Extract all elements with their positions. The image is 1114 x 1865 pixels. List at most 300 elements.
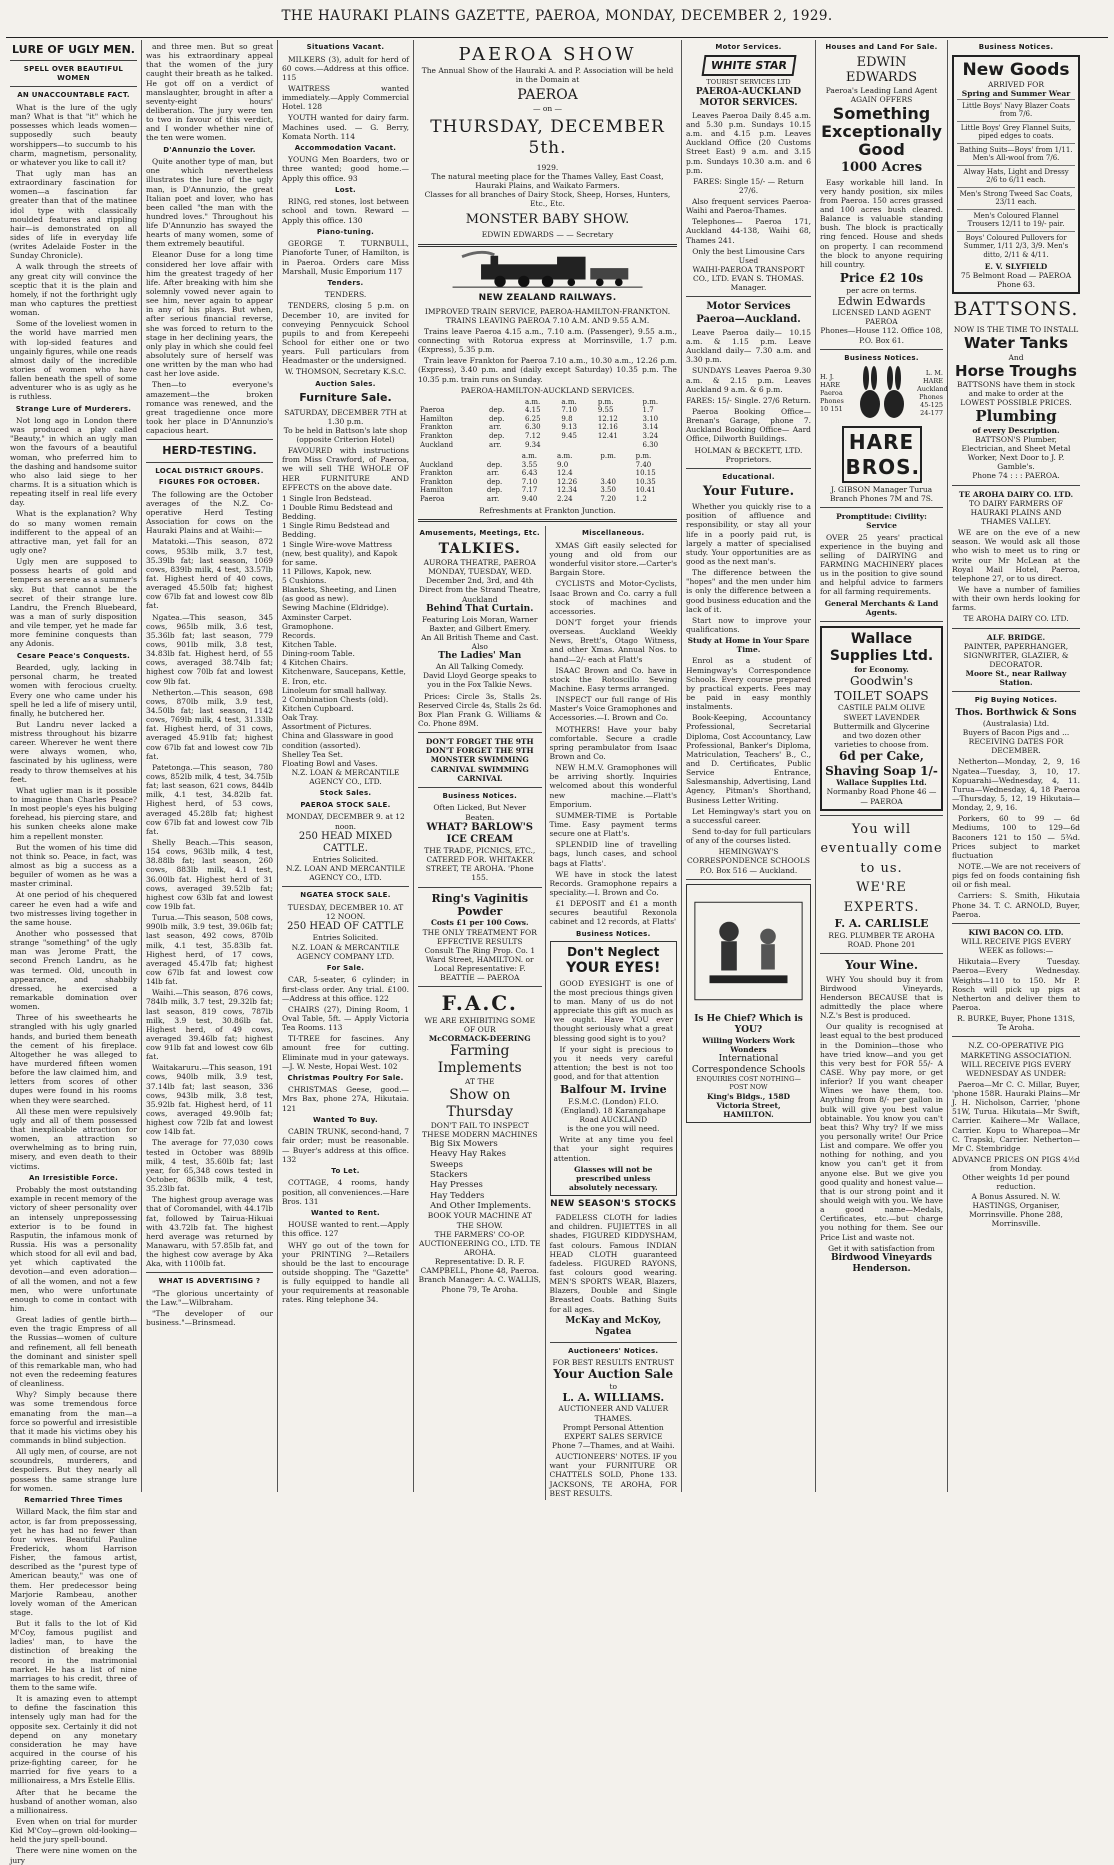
wallace-ad [820,626,943,811]
section-heading: Wanted to Rent. [311,1208,380,1217]
eyes-name: Balfour M. Irvine [559,1083,667,1097]
wallace-sig: Wallace Supplies Ltd. [836,778,927,788]
furniture-item: Blankets, Sheeting, and Linen (as good as new). [282,585,397,604]
ice-cream-text: THE TRADE, PICNICS, ETC., CATERED FOR. WHITAKER STREET, TE AROHA. 'Phone 155. [424,846,536,883]
classified-ad: YOUTH wanted for dairy farm. Machines used. — G. Berry, Komata North. 114 [282,113,409,141]
timetable-cell: dep. [486,477,503,486]
white-star-text: Only the best Limousine Cars Used [692,246,805,265]
timetable-cell: 3.14 [642,423,659,432]
timetable-cell: 12.41 [597,431,618,440]
column-business-notices [948,40,1084,1492]
fac-item: Heavy Hay Rakes [430,1149,507,1160]
section-heading: Amusements, Meetings, Etc. [419,529,540,538]
furniture-item: China and Glassware in good condition (assorted). [282,731,394,750]
timetable-cell: 9.13 [561,423,578,432]
ring-contact: Consult The Ring Prop. Co. 1 Ward Street, HAMILTON. or Local Representative: F. BEATTIE — PAEROA [424,945,536,983]
thos-sub: (Australasia) Ltd. [982,718,1050,728]
timetable-cell: 12.34 [557,486,578,495]
wallace-address: Normanby Road Phone 46 — — PAEROA [826,787,937,806]
timetable-row [418,398,677,407]
battsons-plumbing: Plumbing [975,407,1057,426]
section-heading: Accommodation Vacant. [294,143,397,152]
auction-role: AUCTIONEER AND VALUER THAMES. [558,1404,669,1423]
fac-text: WE ARE EXHIBITING SOME OF OUR [424,1015,536,1034]
nzc-text: ADVANCE PRICES ON PIGS 4½d from Monday. [952,1155,1080,1174]
show-on: — on — [532,104,563,114]
new-stocks-title: NEW SEASON'S STOCKS [550,1199,677,1210]
timetable-cell: 7.10 [561,406,578,415]
railways-title: NEW ZEALAND RAILWAYS. [478,292,617,303]
nzc-text: Other weights 1d per pound reduction. [962,1173,1070,1192]
show-text: Classes for all branches of Dairy Stock, Sheep, Horses, Hunters, Etc., Etc. [424,190,671,209]
tad-text: WE are on the eve of a new season. We would ask all those who wish to meet us to ring or write our Mr McLean at the Royal Mail Hotel, Paeroa, telephone 27, or to us direct. [952,528,1080,583]
article-paragraph: But it falls to the lot of Kid M'Coy, famous pugilist and ladies' man, to have the distinction of breaking the record in the matrimonial market. He has a list of nine marriages to his credit, three of them to the same wife. [10,1619,137,1693]
signature: W. THOMSON, Secretary K.S.C. [284,367,407,377]
herd-paragraph: The average for 77,030 cows tested in October was 889lb milk, 4 test, 35.60lb fat; last year, for 65,348 cows tested in October, 863lb milk, 4 test, 35.23lb fat. [146,1138,273,1194]
section-heading: Business Notices. [844,353,919,362]
misc-ad: £1 DEPOSIT and £1 a month secures beautiful Rexonola cabinet and 12 records, at Flatts' [549,899,677,927]
eyes-note: Glasses will not be prescribed unless absolutely necessary. [568,1164,658,1192]
section-heading: Situations Vacant. [306,43,385,51]
new-goods-item: Boys' Coloured Pullovers for Summer, 1/11 2/3, 3/9. Men's ditto, 2/11 & 4/11. [957,231,1075,262]
timetable-cell: 10.41 [635,486,656,495]
timetable-row [418,406,677,415]
timetable-cell: 3.55 [521,460,538,469]
rec-text: Porkers, 60 to 99 — 6d Mediums, 100 to 129—6d Baconers 121 to 150 — 5¾d. Prices subject to market fluctuation [952,814,1080,860]
promp-title: Promptitude: Civility: Service [836,512,927,531]
columns [6,40,1108,1865]
classified-ad: CABIN TRUNK, second-hand, 7 fair order; must be reasonable. — Buyer's address at this office. 132 [282,1127,409,1164]
article-paragraph: Three of his sweethearts he strangled with his ugly gnarled hands, and buried them beneath the cement of his fireplace. Altogether he was alleged to have murdered fifteen women before the law claimed him, and letters from scores of other dupes were found in his rooms when they were searched. [10,1013,137,1105]
new-goods-address: 75 Belmont Road — PAEROA Phone 63. [960,270,1072,289]
timetable-cell [596,441,641,450]
timetable-cell: 12.12 [597,414,618,423]
white-star-sig: WAIHI-PAEROA TRANSPORT CO., LTD. EVAN S. THOMAS. Manager. [692,265,805,293]
hcs-sig: HEMINGWAY'S CORRESPONDENCE SCHOOLS P.O. Box 516 — Auckland. [686,847,811,875]
ics-tagline: Willing Workers Work Wonders [702,1035,795,1054]
section-heading: Business Notices. [575,929,651,938]
article-subheading: Remarried Three Times [24,1495,123,1504]
hare-logo: HARE BROS. [842,426,922,483]
timetable-cell: 9.40 [521,494,538,503]
timetable-cell: arr. [489,423,502,432]
timetable-cell: 3.24 [642,431,659,440]
fac-item: Big Six Mowers [430,1138,498,1149]
battsons-troughs: Horse Troughs [955,361,1077,380]
section-heading: Auctioneers' Notices. [568,1346,659,1355]
article-subheading: Cesare Peace's Conquests. [16,651,131,660]
fac-list [418,1139,542,1212]
railways-note: Refreshments at Frankton Junction. [479,506,616,516]
locomotive-icon [431,251,664,289]
herd-testing-subtitle: LOCAL DISTRICT GROUPS. [155,466,264,475]
nzc-title: N.Z. CO-OPERATIVE PIG MARKETING ASSOCIATION. WILL RECEIVE PIGS EVERY WEDNESDAY AS UNDER: [960,1041,1072,1078]
misc-column [550,526,677,1499]
talkies-bill: An All British Theme and Cast. Also [421,632,539,652]
tenders-title: TENDERS. [324,290,367,300]
rec-text: Carriers: S. Smith, Hikutaia Phone 34. T. C. ARNOLD, Buyer, Paeroa. [952,891,1080,919]
timetable-cell: 10.15 [635,469,656,478]
ring-cost: Costs £1 per 100 Cows. [430,918,529,928]
wine-text: WHY You should buy it from Birdwood Vineyards, Henderson BECAUSE that is admittedly the place where N.Z.'s Best is produced. [820,974,943,1021]
alf-text: PAINTER, PAPERHANGER, SIGNWRITER, GLAZIER, & DECORATOR. [963,641,1069,669]
auction-name: L. A. WILLIAMS. [562,1391,665,1405]
fac-rep: Representative: D. R. F. CAMPBELL, Phone 48, Paeroa. [420,1257,540,1276]
timetable-row [418,441,677,450]
ee-title: EDWIN EDWARDS [845,54,918,86]
new-goods-title: New Goods [962,59,1070,80]
timetable-cell [559,441,595,450]
timetable-row [418,423,677,432]
stock-sale-date: TUESDAY, DECEMBER 10. AT 12 NOON. [287,902,404,922]
timetable-row [418,495,677,504]
battsons-text: BATTSONS have them in stock and make to order at the LOWEST POSSIBLE PRICES. [957,379,1075,408]
misc-ad: DON'T forget your friends overseas. Auckland Weekly News, Brett's, Otago Witness, and other Xmas. Annual Nos. to hand—2/- each at Flatt's [549,618,677,664]
furniture-item: Kitchenware, Saucepans, Kettle, E. Iron, etc. [282,667,406,686]
show-text: The natural meeting place for the Thames Valley, East Coast, Hauraki Plains, and Waikato Farmers. [431,172,664,191]
classified-ad: RING, red stones, lost between school and town. Reward — Apply this office. 130 [282,197,409,225]
ice-cream-title: WHAT? BARLOW'S ICE CREAM [426,821,533,845]
signature: N.Z. LOAN & MERCANTILE AGENCY COMPANY LTD. [291,942,400,961]
section-heading: Stock Sales. [319,789,372,798]
timetable-cell: Frankton [420,469,453,478]
auction-title: Your Auction Sale [553,1367,674,1382]
timetable-cell: 12.26 [557,477,578,486]
classified-ad: COTTAGE, 4 rooms, handy position, all conveniences.—Hare Bros. 131 [282,1178,409,1206]
classified-ad: YOUNG Men Boarders, two or three wanted; good home.—Apply this office. 93 [282,155,409,183]
section-heading: Motor Services. [715,43,782,51]
timetable-cell: 9.45 [561,431,578,440]
fac-farming: Farming Implements [437,1043,522,1077]
article-paragraph: But the women of his time did not think so. Peace, in fact, was almost as big a success as a beguiler of women as he was a master criminal. [10,842,137,889]
column-2 [142,40,278,1492]
classified-ad: WHY go out of the town for your PRINTING ?—Retailers should be the last to encourage outside shopping. The "Gazette" is fully equipped to handle all your requirements at reasonable rates. Ring telephone 34. [282,1240,409,1305]
timetable-cell: Paeroa [420,406,445,415]
hare-icon [850,366,914,422]
promp-text: OVER 25 years' practical experience in the buying and selling of DAIRYING and FARMING MACHINERY places us in the position to give sound and helpful advice to farmers for all farming requirements. [820,532,943,597]
article-paragraph: and three men. But so great was his extraordinary appeal that the women of the jury caught their breath as he talked. He got off on a verdict of manslaughter, brought in after a seventy-eight hours' deliberation. The jury were ten to two in favour of this verdict, and I wonder whether nine of the ten were women. [146,42,273,143]
new-goods-item: Little Boys' Grey Flannel Suits, piped edges to coats. [957,121,1075,143]
stock-sale-title: PAEROA STOCK SALE. [300,800,391,809]
furniture-item: Kitchen Cupboard. [282,704,354,714]
hare-manager: J. GIBSON Manager Turua Branch Phones 7M and 7S. [829,485,934,504]
carlisle-name: F. A. CARLISLE [834,917,929,931]
article-paragraph: Even when on trial for murder Kid M'Coy—grown old-looking—held the jury spell-bound. [10,1817,137,1845]
classified-ad: GEORGE T. TURNBULL, Pianoforte Tuner, of Hamilton, is in Paeroa. Orders care Miss Marshall, Music Emporium 117 [282,239,409,276]
fac-item: And Other Implements. [430,1201,532,1212]
tad-title: TE AROHA DAIRY CO. LTD. [958,489,1074,499]
herd-paragraph: Shelly Beach.—This season, 154 cows, 963lb milk, 4 test, 38.88lb fat; last season, 260 cows, 883lb milk, 4.1 test, 36.00lb fat. Highest herd of 31 cows, averaged 39.52lb fat; highest cow 63lb fat and lowest cow 19lb fat. [146,837,273,911]
timetable-cell: 1.7 [642,406,654,415]
herd-paragraph: The following are the October averages of the N.Z. Co-operative Herd Testing Association for cows on the Hauraki Plains and at Waihi:— [146,489,273,536]
article-paragraph: At one period of his chequered career he even had a wife and two mistresses living together in the same house. [10,890,137,927]
timetable-row [418,486,677,495]
hcs-text: Let Hemingway's start you on a successful career. [686,806,811,825]
timetable-cell: dep. [486,460,503,469]
kiwi-title: KIWI BACON CO. LTD. [968,927,1064,937]
timetable-cell [487,398,523,407]
column-1 [6,40,142,1865]
timetable-cell: 9.34 [525,440,541,449]
section-heading: Lost. [335,185,356,194]
gm-title: General Merchants & Land Agents. [824,598,939,617]
section-heading: Wanted To Buy. [313,1115,378,1124]
auction-attn: Prompt Personal Attention [562,1422,664,1432]
furniture-item: Axminster Carpet. [282,612,352,622]
ee-acres: 1000 Acres [840,159,923,175]
timetable-cell: Auckland [420,440,454,449]
timetable-cell: Frankton [420,423,453,432]
herd-testing-title: HERD-TESTING. [162,444,257,458]
fac-item: Sweeps [430,1159,463,1170]
timetable-cell: arr. [486,494,500,503]
white-star-text: Also frequent services Paeroa-Waihi and Paeroa-Thames. [686,197,811,216]
tad-sig: TE AROHA DAIRY CO. LTD. [963,614,1069,624]
hare-right: L. M. HARE Auckland Phones 45-125 24-177 [917,369,948,418]
article-paragraph: Probably the most outstanding example in recent memory of the victory of sheer personality over an intensely unprepossessing exterior is to be found in Rasputin, the infamous monk of Russia. His was a personality which stood for all evil and bad, yet which captivated the devotion—and even adoration—of all the women, and not a few men, who were unfortunate enough to come in contact with him. [10,1185,137,1314]
ee-name: Edwin Edwards [837,294,926,308]
wallace-title: Wallace Supplies Ltd. [829,630,934,664]
furniture-item: 11 Pillows, Kapok, new. [282,566,372,576]
talkies-prices: Prices: Circle 3s, Stalls 2s. Reserved Circle 4s, Stalls 2s 6d. Box Plan Frank G. Williams & Co. Phone 89M. [418,691,542,729]
ics-address: King's Bldgs., 158D Victoria Street, HAMILTON. [706,1091,791,1119]
timetable-cell [485,452,520,461]
ee-desc: Easy workable hill land. In very handy position, six miles from Paeroa. 150 acres grassed and 100 acres bush cleared. Balance is valuable standing bush. The block is practically ring fenced. House and sheds on property. I can recommend the block to anyone requiring hill country. [820,177,943,269]
furniture-item: Sewing Machine (Eldridge). [282,603,389,613]
new-stocks-sig: McKay and McKoy, Ngatea [565,1315,662,1337]
ee-text: Paeroa's Leading Land Agent AGAIN OFFERS [825,86,938,105]
rec-text: Netherton—Monday, 2, 9, 16 Ngatea—Tuesday, 3, 10, 17. Kopuarahi—Wednesday, 4, 11. Turua—Wednesday, 4, 18 Paeroa—Thursday, 5, 12, 19 Hikutaia—Monday, 2, 9, 16. [952,757,1080,813]
herd-paragraph: The highest group average was that of Coromandel, with 44.17lb fat, followed by Tairua-Hikuai with 43.72lb fat. The highest herd average was returned by Manawaru, with 57.85lb fat, and the highest cow average by Aka Aka, with 1100lb fat. [146,1195,273,1269]
furniture-item: 2 Combination Chests (old). [282,694,389,704]
ics-ad [686,884,811,1123]
article-paragraph: Why? Simply because there was some tremendous force emanating from the man—a force so powerful and irresistible that it made his victims obey his commands in blind subjection. [10,1390,137,1445]
stock-sale-date: MONDAY, DECEMBER 9. at 12 noon. [286,812,405,831]
timetable-cell: a.m. [557,452,573,461]
ee-role: LICENSED LAND AGENT PAEROA [832,308,931,327]
wine-text: Get it with satisfaction from [828,1243,935,1253]
eyes-text: GOOD EYESIGHT is one of the most precious things given to man. Many of us do not appreciate this gift as much as we ought. Have YOU ever thought seriously what a great blessing good sight is to you? [553,978,673,1043]
auction-notes: AUCTIONEERS' NOTES. IF you want your FURNITURE OR CHATTELS SOLD, Phone 133. JACKSONS, TE AROHA, FOR BEST RESULTS. [549,1452,677,1498]
timetable-cell: 9.55 [597,406,614,415]
column-houses-land [816,40,948,1492]
furniture-list [282,494,409,768]
nzc-text: Paeroa—Mr C. C. Millar, Buyer, 'phone 158R. Hauraki Plains—Mr J. H. Nicholson, Carrier, 'phone 51W, Turua. Hikutaia—Mr Swift, Carrier. Kaihere—Mr Wallace, Carrier. Kopu to Wharepoa—Mr C. Trapski, Carrier. Netherton—Mr C. Stembridge [952,1079,1080,1153]
timetable-cell: 9.8 [561,414,573,423]
timetable-cell: Frankton [420,431,453,440]
ee-exceptional: Something Exceptionally Good [821,103,942,160]
thos-text: Buyers of Bacon Pigs and ... [962,728,1070,737]
timetable-cell: 3.50 [600,486,616,495]
talkies-film-desc: An All Talking Comedy. [435,662,524,672]
timetable-down [418,398,677,449]
auction-to: to [609,1381,618,1391]
wallace-varieties: CASTILE PALM OLIVE SWEET LAVENDER Buttermilk and Glycerine [833,703,930,731]
timetable-row [418,478,677,487]
misc-ad: XMAS Gift easily selected for young and old from our wonderful visitor store.—Carter's Bargain Store. [549,540,677,578]
workers-illustration-icon [690,891,807,1011]
classified-ad: WAITRESS wanted immediately.—Apply Commercial Hotel. 128 [282,83,409,112]
eyes-title-2: YOUR EYES! [566,959,661,976]
article-paragraph: Bearded, ugly, lacking in personal charm, he treated women with ferocious cruelty. Every one who came under his spell he led a life of misery until, finally, he butchered her. [10,663,137,718]
fac-brand: McCORMACK-DEERING [428,1034,531,1044]
hcs-text: The difference between the "hopes" and the men under him is only the difference between a good business education and the lack of it. [686,568,811,614]
auction-text: FOR BEST RESULTS ENTRUST [552,1358,675,1368]
ics-title: Is He Chief? Which is YOU? [694,1013,803,1035]
herd-paragraph: Ngatea.—This season, 345 cows, 965lb milk, 3.6 test, 35.36lb fat; last season, 779 cows, 901lb milk, 3.8 test, 34.83lb fat. Highest herd, of 55 cows, averaged 38.74lb fat; highest cow 70lb fat and lowest cow 9lb fat. [146,612,273,686]
wallace-soaps: Goodwin's TOILET SOAPS [834,674,929,703]
advertising-title: WHAT IS ADVERTISING ? [158,1277,261,1286]
timetable-cell: dep. [489,406,505,415]
timetable-row [418,469,677,478]
timetable-cell: 6.30 [642,440,659,449]
fac-manager: Branch Manager: A. C. WALLIS, Phone 79, Te Aroha. [418,1275,541,1294]
article-subheading: An Irresistible Force. [28,1173,119,1182]
hcs-text: Start now to improve your qualifications. [686,615,811,635]
white-star-text: Telephones— Paeroa 171, Auckland 44-138, Waihi 68, Thames 241. [686,217,811,245]
battsons-text: BATTSON'S Plumber, Electrician, and Sheet Metal Worker, Next Door to J. P. Gamble's. [961,434,1071,472]
battsons-phone: Phone 74 : : : PAEROA. [972,471,1060,481]
furniture-item: Dining-room Table. [282,649,355,659]
masthead: THE HAURAKI PLAINS GAZETTE, PAEROA, MONDAY, DECEMBER 2, 1929. [6,8,1108,38]
column-motor-services [682,40,816,1492]
classified-ad: CAR, 5-seater, 6 cylinder; in first-class order. Any trial. £100.—Address at this office. 122 [282,975,409,1003]
talkies-from: Direct from the Strand Theatre, Auckland [419,585,541,604]
thos-title: Thos. Borthwick & Sons [955,707,1077,718]
timetable-cell: 7.12 [525,431,541,440]
misc-ad: SPLENDID line of travelling bags, lunch cases, and school bags at Flatts'. [549,840,677,868]
white-star-fares: FARES: Single 15/- — Return 27/6. [693,176,804,195]
eyes-text: Write at any time you feel that your sight requires attention. [553,1135,673,1163]
timetable-cell: 7.17 [521,486,538,495]
furniture-item: Floating Bowl and Vases. [282,758,378,768]
timetable-cell [418,398,487,407]
ice-cream-tagline: Often Licked, But Never Beaten. [433,803,527,822]
article-paragraph: After that he became the husband of another woman, also a millionairess. [10,1787,137,1815]
timetable-up [418,452,677,503]
timetable-cell: p.m. [642,397,659,406]
wine-title: Your Wine. [844,957,919,972]
article-paragraph: Ugly men are supposed to possess hearts of gold and tempers as serene as a summer's sky. But that cannot be the secret of their strange lure. Landru, the French Bluebeard, was a man of surly disposition and vile temper, yet he made far more feminine conquests than any Adonis. [10,557,137,649]
timetable-cell: p.m. [635,452,652,461]
fac-title: F.A.C. [441,991,518,1016]
article-paragraph: But Landru never lacked a mistress throughout his bizarre career. Wherever he went there were always women, who, fascinated by his ugliness, were ready to throw themselves at his feet. [10,719,137,784]
fac-item: Hay Tedders [430,1190,485,1201]
furniture-sale-text: FAVOURED with instructions from Miss Crawford, of Paeroa, we will sell THE WHOLE OF HER FURNITURE AND EFFECTS on the above date. [282,446,409,492]
new-goods-item: Men's Strong Tweed Sac Coats, 23/11 each. [957,187,1075,209]
carnival-ad: DON'T FORGET THE 9TH DON'T FORGET THE 9TH MONSTER SWIMMING CARNIVAL SWIMMING CARNIVAL [425,737,534,783]
article-subtitle: SPELL OVER BEAUTIFUL WOMEN [23,65,124,82]
alf-title: ALF. BRIDGE. [986,632,1046,642]
herd-testing-subtitle: FIGURES FOR OCTOBER. [158,478,261,487]
ward-text: SUNDAYS Leaves Paeroa 9.30 a.m. & 2.15 p.m. Leaves Auckland 9 a.m. & 6 p.m. [686,366,811,394]
railways-text: Train leave Frankton for Paeroa 7.10 a.m., 10.30 a.m., 12.26 p.m. (Express), 3.40 p.m. and (daily except Saturday) 10.35 p.m. The 10.35 p.m. train runs on Sunday. [418,356,677,384]
section-heading: Miscellaneous. [582,529,645,538]
timetable-cell: dep. [489,431,505,440]
misc-ad: SUMMER-TIME is Portable Time. Easy payment terms secure one at Flatt's. [549,810,677,839]
carlisle-text: REG. PLUMBER TE AROHA ROAD. Phone 201 [828,930,935,949]
show-secretary: EDWIN EDWARDS — — Secretary [481,230,614,240]
fac-company: THE FARMERS' CO-OP. AUCTIONEERING CO., LTD. TE AROHA. [418,1229,541,1258]
article-paragraph: It is amazing even to attempt to define the fascination this intensely ugly man had for the opposite sex. Certainly it did not depend on any monetary consideration he may have acquired in the course of his prize-fighting career, for he married for five years to a millionairess, a Mrs Estelle Ellis. [10,1694,137,1786]
ics-enquiry: ENQUIRIES COST NOTHING—POST NOW [696,1074,801,1091]
wine-sig: Birdwood Vineyards Henderson. [831,1252,932,1274]
new-goods-list [957,99,1075,262]
section-heading: For Sale. [326,963,365,972]
wallace-more: and two dozen other varieties to choose from. [834,730,929,749]
talkies-film: Behind That Curtain. [426,603,534,614]
new-goods-arrived: ARRIVED FOR [988,80,1044,90]
eyes-title: Don't Neglect [567,945,660,960]
herd-paragraph: Netherton.—This season, 698 cows, 870lb milk, 3.9 test, 34.50lb fat; last season, 1142 cows, 769lb milk, 4 test, 31.33lb fat. Highest herd, of 31 cows, averaged 45.91lb fat; highest cow 67lb fat and lowest cow 7lb fat. [146,687,273,761]
furniture-item: Gramophone. [282,621,334,631]
ward-fares: FARES: 15/- Single. 27/6 Return. [686,395,811,405]
timetable-cell [418,452,485,461]
show-intro: The Annual Show of the Hauraki A. and P. Association will be held in the Domain at [421,65,674,85]
battsons-desc: of every Description. [972,425,1060,435]
timetable-cell: 4.15 [525,406,541,415]
hcs-text: Enrol as a student of Hemingway's Correspondence Schools. Every course prepared by practical experts. Fees may be paid in easy monthly instalments. [686,656,811,712]
battsons-text: NOW IS THE TIME TO INSTALL [953,325,1079,335]
column-3-classifieds [278,40,414,1492]
ward-title: Motor Services Paeroa—Auckland. [696,301,801,325]
battsons-title: BATTSONS. [953,297,1079,320]
article-paragraph: Willard Mack, the film star and actor, is far from prepossessing, yet he has had no fewer than four wives. Beautiful Pauline Frederick, whom Harrison Fisher, the famous artist, described as the "purest type of American beauty," was one of them. Her predecessor being Marjorie Rambeau, another lovely woman of the American stage. [10,1507,137,1617]
timetable-cell: 6.30 [525,423,541,432]
timetable-cell: 2.24 [557,494,573,503]
timetable-cell: 12.16 [597,423,618,432]
hare-ad [820,366,948,422]
fac-item: Hay Presses [430,1180,483,1191]
timetable-cell: 6.43 [521,469,538,478]
herd-paragraph: Matatoki.—This season, 872 cows, 953lb milk, 3.7 test, 35.39lb fat; last season, 1069 cows, 839lb milk, 4 test, 33.57lb fat. Highest herd of 40 cows, averaged 45.50lb fat; highest cow 67lb fat and lowest cow 8lb fat. [146,537,273,611]
article-paragraph: That ugly man has an extraordinary fascination for women—a fascination far greater than that of the matinee idol type with classically moulded features and rippling hair—is demonstrated on all sides of life in everyday life (writes Adelaide Foster in the Sunday Chronicle). [10,168,137,261]
timetable-cell: 12.4 [557,469,573,478]
signature: N.Z. LOAN AND MERCANTILE AGENCY CO., LTD. [285,864,406,883]
stock-sale-item: 250 HEAD MIXED CATTLE. [298,830,393,854]
article-paragraph: Another who possessed that strange "something" of the ugly man was Jerome Pratt, the second French Landru, as he was termed. Old, uncouth in appearance, and shabbily dressed, he exercised a remarkable domination over women. [10,929,137,1012]
white-star-logo [686,55,811,76]
hare-left: H. J. HARE Paeroa Phones 10 151 [820,373,844,414]
section-heading: Christmas Poultry For Sale. [287,1073,404,1082]
show-date: THURSDAY, DECEMBER 5th. [430,117,665,159]
hcs-text: Whether you quickly rise to a position of affluence and responsibility, or stay all your life in a poorly paid rut, is largely a matter of specialised study. Your opportunities are as good as the next man's. [686,502,811,567]
article-paragraph: All ugly men, of course, are not scoundrels, murderers, and despoilers. But they nearly all possess the same strange lure for women. [10,1447,137,1493]
ee-per: per acre on terms. [846,285,917,295]
ee-phones: Phones—House 112. Office 108, P.O. Box 61. [820,326,943,345]
ics-name: International Correspondence Schools [691,1053,806,1075]
auction-exp: EXPERT SALES SERVICE [564,1431,663,1441]
rec-text: NOTE.—We are not receivers of pigs fed on foods containing fish oil or fish meal. [952,861,1080,890]
column-4-5-wide [414,40,682,1498]
white-star-text: Leaves Paeroa Daily 8.45 a.m. and 5.30 p.m. Sundays 10.15 a.m. and 4.15 p.m. Leaves Auckland Office (20 Customs Street East) 9 a.m. and 3.15 p.m. Sundays 10.30 a.m. and 6 p.m. [686,110,811,175]
fac-text: DON'T FAIL TO INSPECT THESE MODERN MACHINES [422,1120,538,1139]
article-paragraph: Great ladies of gentle birth—even the tragic Empress of all the Russias—women of culture and refinement, all fell beneath the dominant and sinister spell of this remarkable man, who had not even the redeeming features of cleanliness. [10,1315,137,1389]
furniture-item: 1 Single Iron Bedstead. [282,493,372,503]
stock-sale-item: 250 HEAD OF CATTLE [287,921,404,933]
hcs-sub: Study at Home in Your Spare Time. [687,636,810,655]
timetable-cell: arr. [489,440,502,449]
section-heading: Auction Sales. [315,379,376,388]
stock-sale-entries: Entries Solicited. [312,855,379,865]
tad-sub: TO DAIRY FARMERS OF HAURAKI PLAINS AND THAMES VALLEY. [969,498,1063,526]
battsons-and: And [1008,352,1024,362]
timetable-cell: Frankton [420,477,453,486]
white-star-sub: TOURIST SERVICES LTD [706,77,791,86]
fac-show: Show on Thursday [446,1086,513,1120]
timetable-row [418,415,677,424]
classified-ad: HOUSE wanted to rent.—Apply this office. 127 [282,1220,409,1239]
